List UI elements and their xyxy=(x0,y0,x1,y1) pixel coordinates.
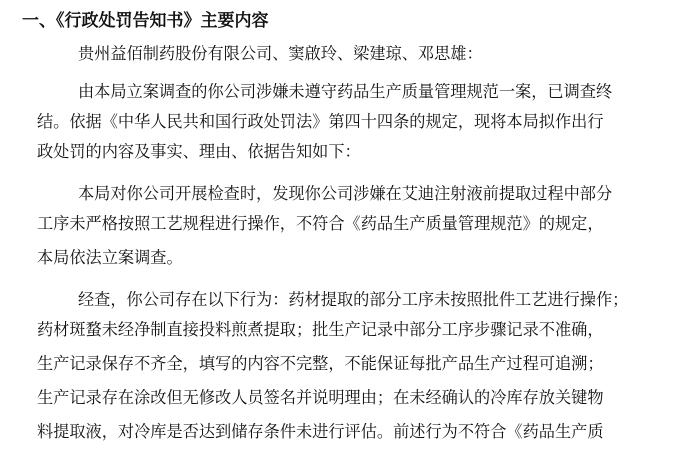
paragraph-line: 经查，你公司存在以下行为：药材提取的部分工序未按照批件工艺进行操作； xyxy=(78,290,629,309)
paragraph-line: 生产记录保存不齐全，填写的内容不完整，不能保证每批产品生产过程可追溯； xyxy=(37,354,604,373)
paragraph-line: 政处罚的内容及事实、理由、依据告知如下： xyxy=(37,142,361,161)
paragraph-line: 料提取液，对冷库是否达到储存条件未进行评估。前述行为不符合《药品生产质 xyxy=(37,422,604,441)
paragraph-line: 药材斑蝥未经净制直接投料煎煮提取；批生产记录中部分工序步骤记录不准确， xyxy=(37,320,604,339)
section-heading: 一、《行政处罚告知书》主要内容 xyxy=(22,11,269,31)
paragraph-line: 由本局立案调查的你公司涉嫌未遵守药品生产质量管理规范一案，已调查终 xyxy=(78,82,613,101)
paragraph-line: 结。依据《中华人民共和国行政处罚法》第四十四条的规定，现将本局拟作出行 xyxy=(37,112,604,131)
paragraph-line: 生产记录存在涂改但无修改人员签名并说明理由；在未经确认的冷库存放关键物 xyxy=(37,388,604,407)
addressee-line: 贵州益佰制药股份有限公司、窦啟玲、梁建琼、邓思雄： xyxy=(78,44,483,63)
paragraph-line: 工序未严格按照工艺规程进行操作，不符合《药品生产质量管理规范》的规定， xyxy=(37,214,604,233)
paragraph-line: 本局对你公司开展检查时，发现你公司涉嫌在艾迪注射液前提取过程中部分 xyxy=(78,184,613,203)
paragraph-line: 本局依法立案调查。 xyxy=(37,248,183,267)
